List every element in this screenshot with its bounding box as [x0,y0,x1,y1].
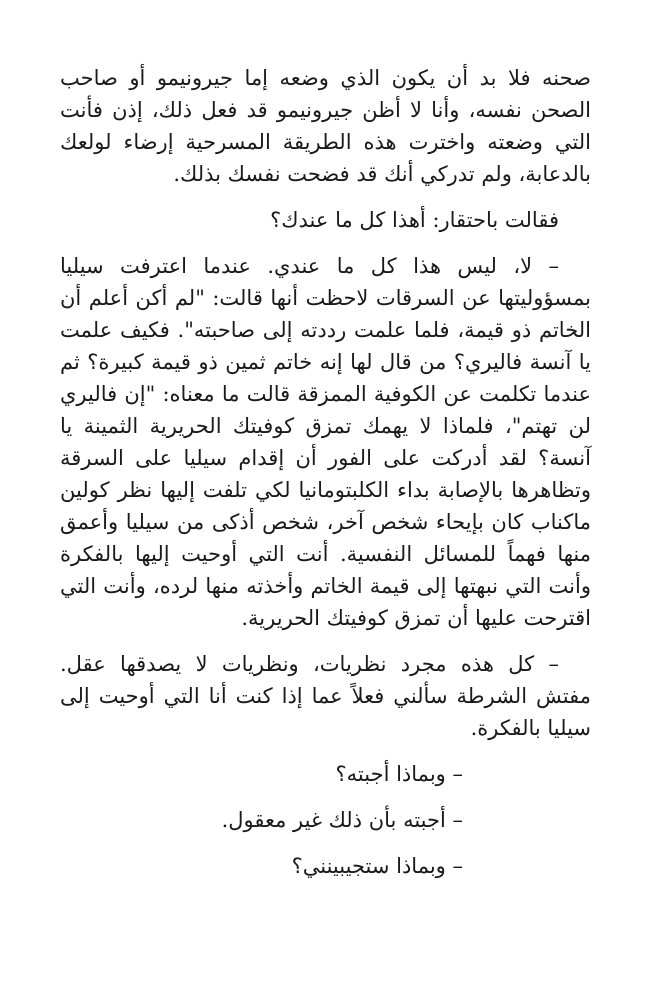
paragraph-3: – لا، ليس هذا كل ما عندي. عندما اعترفت سيليا بمسؤوليتها عن السرقات لاحظت أنها قالت: "لم أكن أعلم أن الخاتم ذو قيمة، فلما علمت رددته إلى صاحبته". فكيف علمت يا آنسة فاليري؟ من قال لها إنه خاتم ثمين ذو قيمة كبيرة؟ ثم عندما تكلمت عن الكوفية الممزقة قالت ما معناه: "إن فاليري لن تهتم"، فلماذا لا يهمك تمزق كوفيتك الحريرية الثمينة يا آنسة؟ لقد أدركت على الفور أن إقدام سيليا على السرقة وتظاهرها بالإصابة بداء الكلبتومانيا لكي تلفت إليها نظر كولين ماكناب كان بإيحاء شخص آخر، شخص أذكى من سيليا وأعمق منها فهماً للمسائل النفسية. أنت التي أوحيت إليها بالفكرة وأنت التي نبهتها إلى قيمة الخاتم وأخذته منها لرده، وأنت التي اقترحت عليها أن تمزق كوفيتك الحريرية. [60,254,591,630]
book-page [60,62,591,896]
paragraph-6: – أجبته بأن ذلك غير معقول. [221,808,463,832]
paragraph-4: – كل هذه مجرد نظريات، ونظريات لا يصدقها عقل. مفتش الشرطة سألني فعلاً عما إذا كنت أنا التي أوحيت إلى سيليا بالفكرة. [60,652,591,740]
paragraph-2: فقالت باحتقار: أهذا كل ما عندك؟ [270,208,559,232]
paragraph-1: صحنه فلا بد أن يكون الذي وضعه إما جيرونيمو أو صاحب الصحن نفسه، وأنا لا أظن جيرونيمو قد فعل ذلك، إذن فأنت التي وضعته واخترت هذه الطريقة المسرحية إرضاء لولعك بالدعابة، ولم تدركي أنك قد فضحت نفسك بذلك. [60,66,591,186]
paragraph-5: – وبماذا أجبته؟ [335,762,463,786]
paragraph-7: – وبماذا ستجيبينني؟ [291,854,463,878]
